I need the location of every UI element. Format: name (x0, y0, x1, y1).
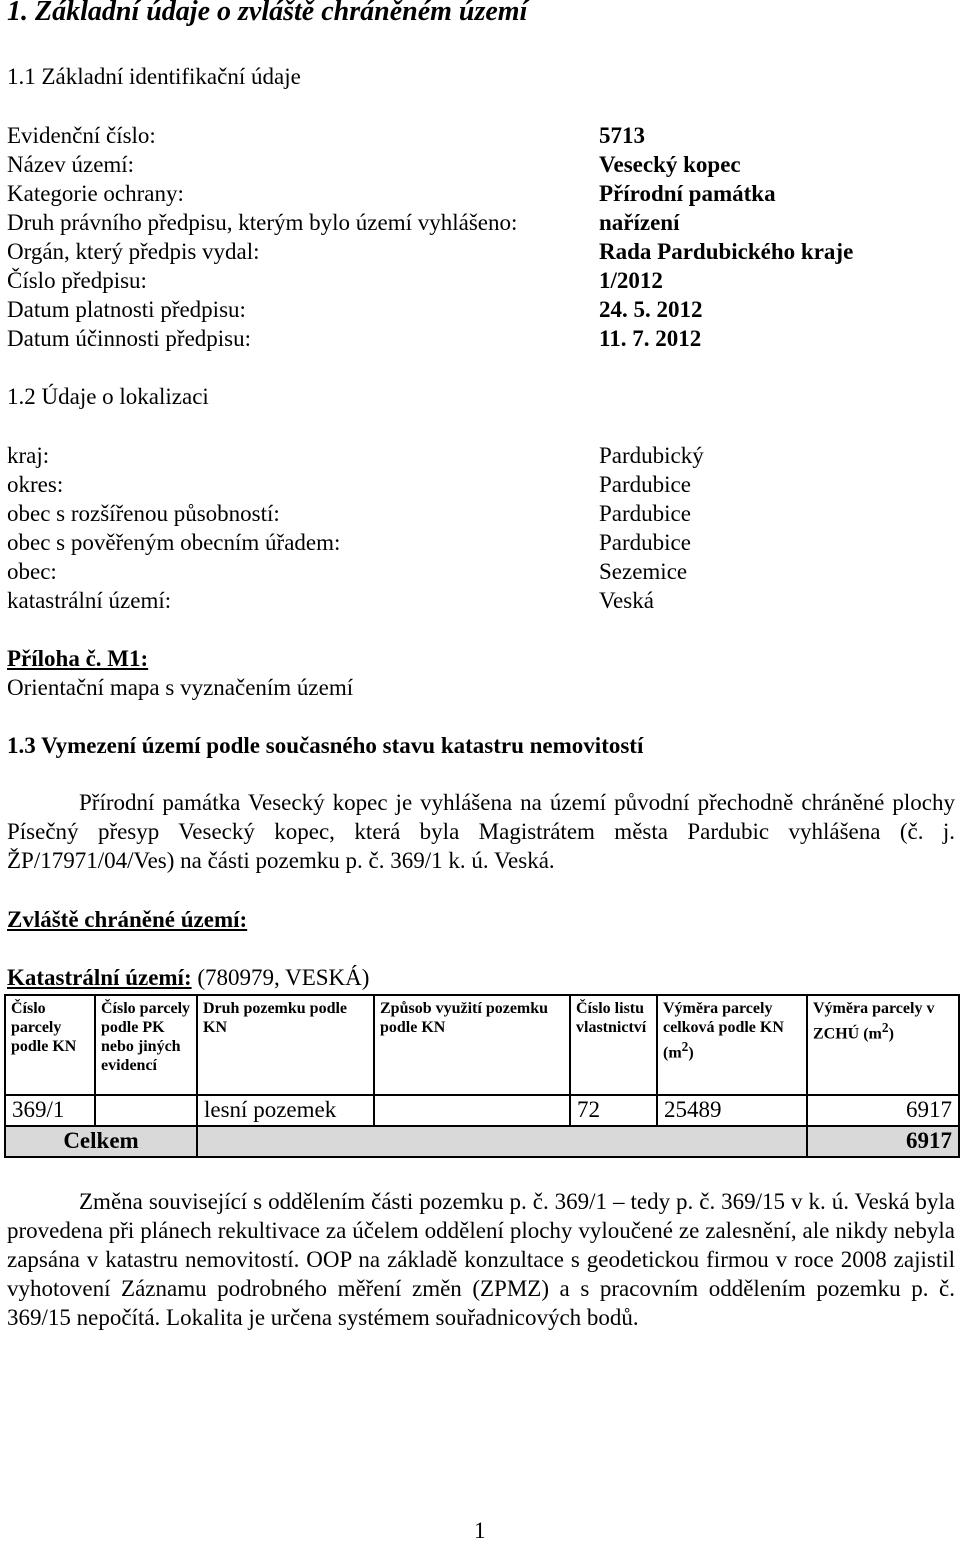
localization-value: Pardubický (599, 443, 704, 468)
cell-lv: 72 (570, 1095, 657, 1126)
section-heading-1-1: 1.1 Základní identifikační údaje (7, 64, 301, 89)
cell-use (374, 1095, 570, 1126)
appendix-text: Orientační mapa s vyznačením území (7, 675, 354, 700)
localization-label: kraj: (7, 443, 50, 468)
localization-label: katastrální území: (7, 588, 172, 613)
localization-label: okres: (7, 472, 64, 497)
cadastre-label: Katastrální území: (7, 965, 192, 990)
section-heading-1-2: 1.2 Údaje o lokalizaci (7, 384, 209, 409)
zchu-heading: Zvláště chráněné území: (7, 907, 248, 932)
identification-value: 5713 (599, 123, 645, 148)
table-total-row (5, 1126, 959, 1157)
appendix-label: Příloha č. M1: (7, 646, 149, 671)
identification-label: Název území: (7, 152, 135, 177)
column-header: Druh pozemku podle KN (197, 995, 374, 1095)
identification-value: 1/2012 (599, 268, 663, 293)
cell-pk (95, 1095, 197, 1126)
cadastre-value: (780979, VESKÁ) (191, 965, 370, 990)
cell-parcel: 369/1 (5, 1095, 95, 1126)
column-header (657, 995, 807, 1095)
localization-value: Veská (599, 588, 654, 613)
identification-label: Kategorie ochrany: (7, 181, 184, 206)
superscript: 2 (681, 1039, 689, 1054)
localization-value: Pardubice (599, 530, 691, 555)
identification-value: Rada Pardubického kraje (599, 239, 854, 264)
identification-value: 24. 5. 2012 (599, 297, 703, 322)
localization-value: Pardubice (599, 472, 691, 497)
identification-label: Datum účinnosti předpisu: (7, 326, 252, 351)
identification-label: Číslo předpisu: (7, 268, 147, 293)
identification-label: Orgán, který předpis vydal: (7, 239, 260, 264)
cell-kind: lesní pozemek (197, 1095, 374, 1126)
cell-area-zchu: 6917 (807, 1095, 959, 1126)
cadastre-line (7, 965, 369, 991)
column-header: Číslo parcely podle KN (5, 995, 95, 1095)
column-header: Číslo parcely podle PK nebo jiných evidencí (95, 995, 197, 1095)
identification-label: Evidenční číslo: (7, 123, 156, 148)
column-header (807, 995, 959, 1095)
page-title: 1. Základní údaje o zvláště chráněném území (7, 0, 528, 27)
table-header-row (5, 995, 959, 1095)
cell-area-total: 25489 (657, 1095, 807, 1126)
closing-parenthesis: ) (688, 1044, 694, 1062)
column-header-text: Výměra parcely celková podle KN (m (663, 1000, 784, 1062)
localization-label: obec: (7, 559, 57, 584)
closing-parenthesis: ) (888, 1025, 894, 1043)
localization-value: Pardubice (599, 501, 691, 526)
table-row (5, 1095, 959, 1126)
total-spacer (197, 1126, 807, 1157)
total-value: 6917 (807, 1126, 959, 1157)
identification-value: Vesecký kopec (599, 152, 741, 177)
column-header: Číslo listu vlastnictví (570, 995, 657, 1095)
change-paragraph: Změna související s oddělením části pozemku p. č. 369/1 – tedy p. č. 369/15 v k. ú. Veská byla provedena při plánech rekultivace za účelem oddělení plochy vyloučené ze zalesnění, ale nikdy nebyla zapsána v katastru nemovitostí. OOP na základě konzultace s geodetickou firmou v roce 2008 zajistil vyhotovení Záznamu podrobného měření změn (ZPMZ) a s pracovním oddělením pozemku p. č. 369/15 nepočítá. Lokalita je určena systémem souřadnicových bodů. (7, 1189, 955, 1330)
identification-value: 11. 7. 2012 (599, 326, 702, 351)
page-number: 1 (474, 1518, 486, 1543)
column-header: Způsob využití pozemku podle KN (374, 995, 570, 1095)
superscript: 2 (881, 1020, 889, 1035)
identification-value: Přírodní památka (599, 181, 776, 206)
column-header-text: Výměra parcely v ZCHÚ (m (813, 1000, 935, 1043)
identification-label: Druh právního předpisu, kterým bylo území vyhlášeno: (7, 210, 518, 235)
parcel-table (4, 994, 960, 1158)
identification-value: nařízení (599, 210, 680, 235)
delimitation-paragraph: Přírodní památka Vesecký kopec je vyhlášena na území původní přechodně chráněné plochy Písečný přesyp Vesecký kopec, která byla Magistrátem města Pardubic vyhlášena (č. j. ŽP/17971/04/Ves) na části pozemku p. č. 369/1 k. ú. Veská. (7, 790, 955, 873)
identification-label: Datum platnosti předpisu: (7, 297, 246, 322)
total-label: Celkem (5, 1126, 197, 1157)
localization-value: Sezemice (599, 559, 688, 584)
localization-label: obec s rozšířenou působností: (7, 501, 280, 526)
localization-label: obec s pověřeným obecním úřadem: (7, 530, 341, 555)
section-heading-1-3: 1.3 Vymezení území podle současného stavu katastru nemovitostí (7, 733, 644, 758)
